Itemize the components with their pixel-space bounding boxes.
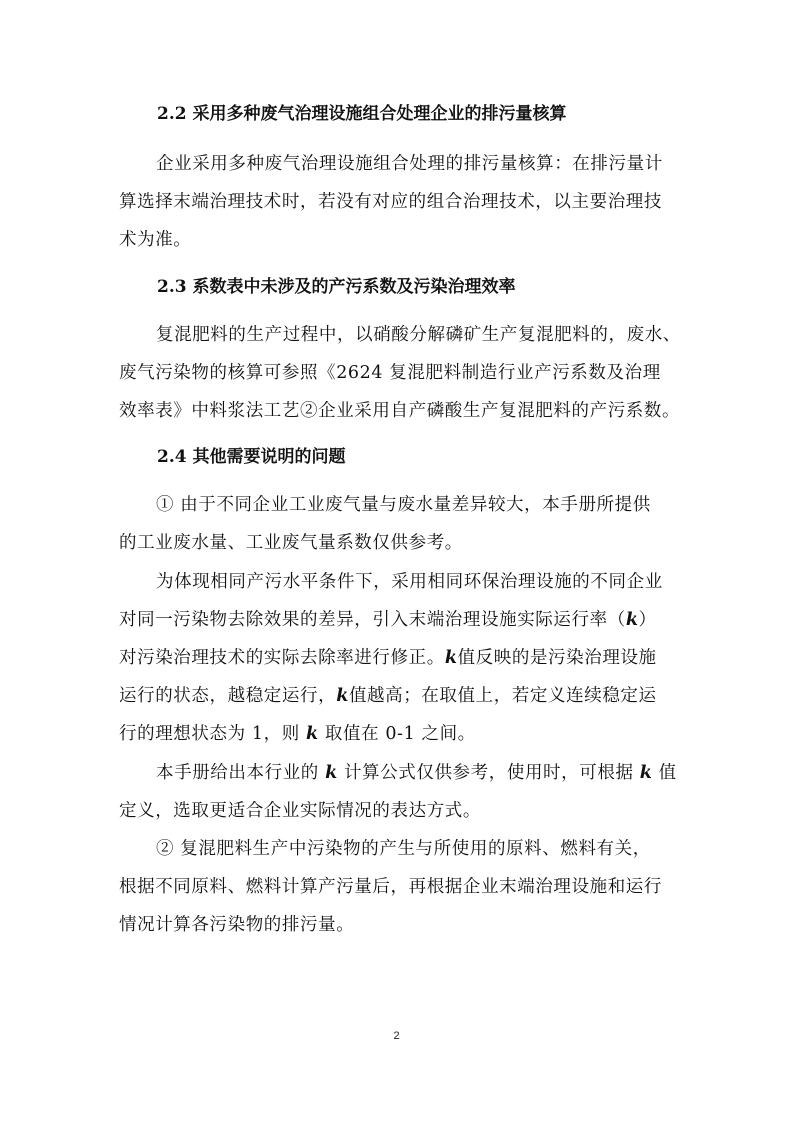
variable-k: k [639, 762, 653, 783]
paragraph-line: 对同一污染物去除效果的差异，引入末端治理设施实际运行率（k） [119, 609, 657, 630]
paragraph-line: 情况计算各污染物的排污量。 [119, 915, 355, 936]
variable-k: k [305, 724, 319, 745]
paragraph-line: 为体现相同产污水平条件下，采用相同环保治理设施的不同企业 [156, 571, 663, 592]
paragraph-2-2 [119, 145, 675, 260]
paragraph-2-4-note-1 [119, 486, 675, 562]
paragraph-line: 废气污染物的核算可参照《2624 复混肥料制造行业产污系数及治理 [119, 362, 661, 383]
paragraph-2-4-note-2 [119, 830, 675, 945]
paragraph-line: 企业采用多种废气治理设施组合处理的排污量核算：在排污量计 [156, 154, 663, 174]
variable-k: k [336, 686, 349, 707]
paragraph-line: ② 复混肥料生产中污染物的产生与所使用的原料、燃料有关， [156, 839, 651, 860]
paragraph-line: 运行的状态，越稳定运行，k值越高；在取值上，若定义连续稳定运 [119, 686, 657, 707]
variable-k: k [325, 762, 338, 783]
paragraph-line: 行的理想状态为 1，则 k 取值在 0-1 之间。 [119, 724, 476, 745]
paragraph-line: 根据不同原料、燃料计算产污量后，再根据企业末端治理设施和运行 [119, 877, 662, 898]
paragraph-line: 术为准。 [119, 230, 192, 251]
paragraph-2-4-k-formula [119, 754, 675, 830]
paragraph-line: 本手册给出本行业的 k 计算公式仅供参考，使用时，可根据 k 值 [156, 762, 677, 783]
section-heading-2-2: 2.2 采用多种废气治理设施组合处理企业的排污量核算 [157, 104, 567, 124]
section-heading-2-3: 2.3 系数表中未涉及的产污系数及污染治理效率 [157, 276, 516, 297]
paragraph-line: 定义，选取更适合企业实际情况的表达方式。 [119, 800, 481, 821]
paragraph-line: ① 由于不同企业工业废气量与废水量差异较大，本手册所提供 [156, 495, 651, 516]
section-heading-2-4: 2.4 其他需要说明的问题 [157, 447, 346, 468]
paragraph-2-3 [119, 316, 681, 431]
paragraph-line: 的工业废水量、工业废气量系数仅供参考。 [119, 533, 463, 554]
variable-k: k [444, 648, 458, 669]
variable-k: k [625, 609, 639, 630]
paragraph-line: 复混肥料的生产过程中，以硝酸分解磷矿生产复混肥料的，废水、 [156, 324, 681, 345]
document-body [119, 98, 681, 945]
paragraph-line: 效率表》中料浆法工艺②企业采用自产磷酸生产复混肥料的产污系数。 [119, 401, 681, 422]
paragraph-line: 算选择末端治理技术时，若没有对应的组合治理技术，以主要治理技 [119, 192, 662, 213]
page-number: 2 [393, 1030, 400, 1042]
paragraph-line: 对污染治理技术的实际去除率进行修正。k值反映的是污染治理设施 [119, 648, 657, 669]
paragraph-2-4-k-definition [119, 563, 675, 754]
